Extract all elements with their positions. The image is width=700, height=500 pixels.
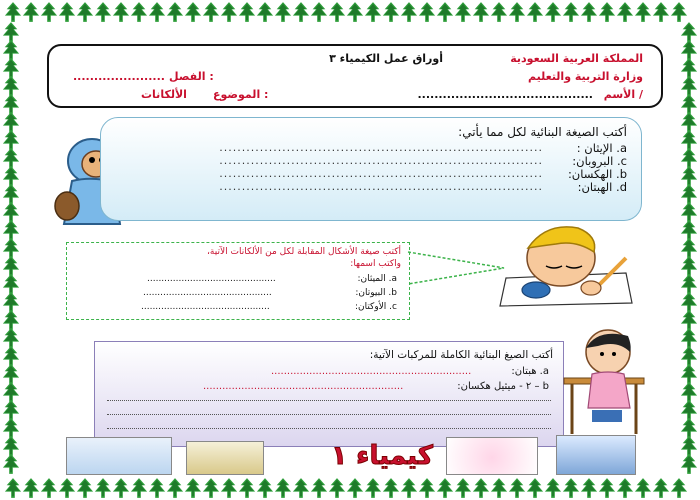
tree-icon bbox=[419, 2, 435, 22]
tree-icon bbox=[275, 478, 291, 498]
tree-icon bbox=[635, 478, 651, 498]
header-name-label: الأسم / bbox=[603, 88, 643, 101]
tree-icon bbox=[681, 436, 697, 456]
tree-icon bbox=[681, 40, 697, 60]
tree-icon bbox=[681, 382, 697, 402]
q3-item-b-dots[interactable]: ............................................................... bbox=[203, 381, 404, 392]
q2-item-b: b. البيوتان: bbox=[355, 288, 397, 298]
tree-icon bbox=[3, 22, 19, 42]
tree-icon bbox=[653, 2, 669, 22]
tree-icon bbox=[131, 478, 147, 498]
tree-icon bbox=[681, 202, 697, 222]
q1-item-b: b. الهكسان: bbox=[567, 167, 627, 181]
tree-icon bbox=[681, 400, 697, 420]
thumbnail-image-1 bbox=[66, 437, 172, 475]
header-worksheet: أوراق عمل الكيمياء ٣ bbox=[329, 52, 443, 65]
q3-item-a-dots[interactable]: ............................................................... bbox=[271, 366, 472, 377]
answer-line-3[interactable] bbox=[107, 428, 551, 429]
tree-icon bbox=[3, 184, 19, 204]
tree-icon bbox=[527, 2, 543, 22]
tree-icon bbox=[167, 2, 183, 22]
tree-icon bbox=[3, 148, 19, 168]
tree-icon bbox=[3, 112, 19, 132]
tree-icon bbox=[3, 274, 19, 294]
tree-icon bbox=[113, 2, 129, 22]
q1-item-b-dots[interactable]: ........................................................................ bbox=[219, 167, 543, 180]
question-2-box bbox=[66, 242, 410, 320]
q2-item-a-dots[interactable]: ............................................. bbox=[147, 274, 276, 284]
tree-icon bbox=[563, 478, 579, 498]
tree-icon bbox=[681, 94, 697, 114]
tree-icon bbox=[239, 478, 255, 498]
tree-icon bbox=[563, 2, 579, 22]
q2-item-c: c. الأوكتان: bbox=[354, 302, 397, 312]
tree-icon bbox=[473, 478, 489, 498]
answer-line-1[interactable] bbox=[107, 400, 551, 401]
tree-icon bbox=[293, 478, 309, 498]
tree-icon bbox=[681, 418, 697, 438]
tree-icon bbox=[113, 478, 129, 498]
tree-icon bbox=[401, 478, 417, 498]
tree-icon bbox=[3, 58, 19, 78]
q3-title: أكتب الصيغ البنائية الكاملة للمركبات الآتية: bbox=[369, 349, 553, 361]
q1-title: أكتب الصيغة البنائية لكل مما يأتي: bbox=[458, 125, 627, 139]
tree-icon bbox=[3, 454, 19, 474]
tree-icon bbox=[545, 2, 561, 22]
tree-icon bbox=[347, 478, 363, 498]
tree-icon bbox=[149, 2, 165, 22]
tree-icon bbox=[635, 2, 651, 22]
header-box bbox=[47, 44, 663, 108]
tree-icon bbox=[3, 76, 19, 96]
tree-icon bbox=[3, 256, 19, 276]
tree-icon bbox=[681, 310, 697, 330]
tree-icon bbox=[23, 478, 39, 498]
tree-icon bbox=[203, 478, 219, 498]
tree-icon bbox=[617, 2, 633, 22]
q2-title: أكتب صيغة الأشكال المقابلة لكل من الألكانات الآتية، bbox=[207, 247, 401, 257]
tree-icon bbox=[41, 2, 57, 22]
tree-icon bbox=[5, 478, 21, 498]
tree-icon bbox=[671, 2, 687, 22]
tree-icon bbox=[437, 478, 453, 498]
tree-icon bbox=[681, 238, 697, 258]
tree-icon bbox=[3, 364, 19, 384]
tree-icon bbox=[545, 478, 561, 498]
tree-icon bbox=[59, 478, 75, 498]
tree-icon bbox=[681, 220, 697, 240]
tree-icon bbox=[167, 478, 183, 498]
thumbnail-image-4 bbox=[556, 435, 636, 475]
tree-icon bbox=[681, 328, 697, 348]
tree-icon bbox=[221, 2, 237, 22]
tree-icon bbox=[239, 2, 255, 22]
boy-writing-icon bbox=[486, 218, 636, 308]
tree-icon bbox=[455, 2, 471, 22]
tree-icon bbox=[3, 292, 19, 312]
q3-item-b: b – ٢ - ميثيل هكسان: bbox=[457, 381, 549, 392]
tree-icon bbox=[41, 478, 57, 498]
header-topic-label: الموضوع : bbox=[213, 88, 269, 101]
tree-icon bbox=[23, 2, 39, 22]
tree-icon bbox=[77, 478, 93, 498]
tree-icon bbox=[681, 166, 697, 186]
tree-icon bbox=[681, 364, 697, 384]
tree-icon bbox=[473, 2, 489, 22]
q1-item-a-dots[interactable]: ........................................................................ bbox=[219, 141, 543, 154]
q1-item-c-dots[interactable]: ........................................................................ bbox=[219, 154, 543, 167]
tree-icon bbox=[347, 2, 363, 22]
tree-icon bbox=[581, 2, 597, 22]
tree-icon bbox=[77, 2, 93, 22]
tree-icon bbox=[185, 478, 201, 498]
tree-icon bbox=[509, 2, 525, 22]
thumbnail-image-3 bbox=[446, 437, 538, 475]
tree-icon bbox=[257, 2, 273, 22]
tree-icon bbox=[3, 328, 19, 348]
tree-icon bbox=[681, 274, 697, 294]
header-name-dots: .......................................... bbox=[417, 88, 593, 101]
tree-icon bbox=[329, 2, 345, 22]
tree-icon bbox=[365, 2, 381, 22]
header-ministry: وزارة التربية والتعليم bbox=[528, 70, 643, 83]
q2-item-c-dots[interactable]: ............................................. bbox=[141, 302, 270, 312]
tree-icon bbox=[681, 112, 697, 132]
tree-icon bbox=[95, 2, 111, 22]
q1-item-c: c. البروبان: bbox=[572, 154, 627, 168]
tree-icon bbox=[5, 2, 21, 22]
tree-icon bbox=[681, 292, 697, 312]
banner-title: كيمياء ١ bbox=[331, 441, 433, 471]
q2-item-a: a. الميثان: bbox=[357, 274, 397, 284]
tree-icon bbox=[681, 454, 697, 474]
tree-icon bbox=[221, 478, 237, 498]
tree-icon bbox=[527, 478, 543, 498]
tree-icon bbox=[59, 2, 75, 22]
tree-icon bbox=[419, 478, 435, 498]
tree-icon bbox=[509, 478, 525, 498]
tree-icon bbox=[3, 166, 19, 186]
tree-icon bbox=[681, 346, 697, 366]
header-class-label: الفصل : bbox=[169, 70, 214, 83]
tree-icon bbox=[3, 436, 19, 456]
tree-icon bbox=[311, 2, 327, 22]
tree-icon bbox=[293, 2, 309, 22]
tree-icon bbox=[203, 2, 219, 22]
tree-icon bbox=[3, 130, 19, 150]
tree-icon bbox=[3, 400, 19, 420]
header-kingdom: المملكة العربية السعودية bbox=[510, 52, 643, 65]
tree-icon bbox=[681, 256, 697, 276]
answer-line-2[interactable] bbox=[107, 414, 551, 415]
tree-icon bbox=[383, 478, 399, 498]
tree-icon bbox=[681, 184, 697, 204]
tree-icon bbox=[149, 478, 165, 498]
q1-item-d-dots[interactable]: ........................................................................ bbox=[219, 180, 543, 193]
tree-icon bbox=[3, 40, 19, 60]
tree-icon bbox=[3, 238, 19, 258]
tree-icon bbox=[383, 2, 399, 22]
q2-item-b-dots[interactable]: ............................................. bbox=[143, 288, 272, 298]
tree-icon bbox=[599, 2, 615, 22]
q2-subtitle: واكتب اسمها: bbox=[350, 259, 401, 269]
tree-icon bbox=[311, 478, 327, 498]
q1-item-d: d. الهبتان: bbox=[577, 180, 627, 194]
tree-icon bbox=[257, 478, 273, 498]
tree-icon bbox=[437, 2, 453, 22]
tree-icon bbox=[131, 2, 147, 22]
header-topic-value: الألكانات bbox=[141, 88, 187, 101]
tree-icon bbox=[95, 478, 111, 498]
girl-thinking-icon bbox=[558, 326, 654, 438]
tree-icon bbox=[491, 2, 507, 22]
tree-icon bbox=[653, 478, 669, 498]
tree-icon bbox=[681, 130, 697, 150]
question-3-box bbox=[94, 341, 564, 447]
tree-icon bbox=[401, 2, 417, 22]
header-class-dots: ...................... bbox=[73, 70, 165, 83]
q1-item-a: a. الإيثان : bbox=[576, 141, 627, 155]
tree-icon bbox=[3, 202, 19, 222]
tree-icon bbox=[275, 2, 291, 22]
tree-icon bbox=[185, 2, 201, 22]
tree-icon bbox=[3, 94, 19, 114]
tree-icon bbox=[3, 382, 19, 402]
tree-icon bbox=[681, 58, 697, 78]
tree-icon bbox=[681, 76, 697, 96]
tree-icon bbox=[681, 148, 697, 168]
q3-item-a: a. هبتان: bbox=[511, 366, 549, 377]
tree-icon bbox=[3, 310, 19, 330]
tree-icon bbox=[3, 418, 19, 438]
tree-icon bbox=[599, 478, 615, 498]
tree-icon bbox=[681, 22, 697, 42]
thumbnail-image-2 bbox=[186, 441, 264, 475]
tree-icon bbox=[329, 478, 345, 498]
question-1-box bbox=[100, 117, 642, 221]
tree-icon bbox=[671, 478, 687, 498]
tree-icon bbox=[3, 346, 19, 366]
tree-icon bbox=[455, 478, 471, 498]
tree-icon bbox=[365, 478, 381, 498]
tree-icon bbox=[617, 478, 633, 498]
tree-icon bbox=[491, 478, 507, 498]
tree-icon bbox=[3, 220, 19, 240]
tree-icon bbox=[581, 478, 597, 498]
